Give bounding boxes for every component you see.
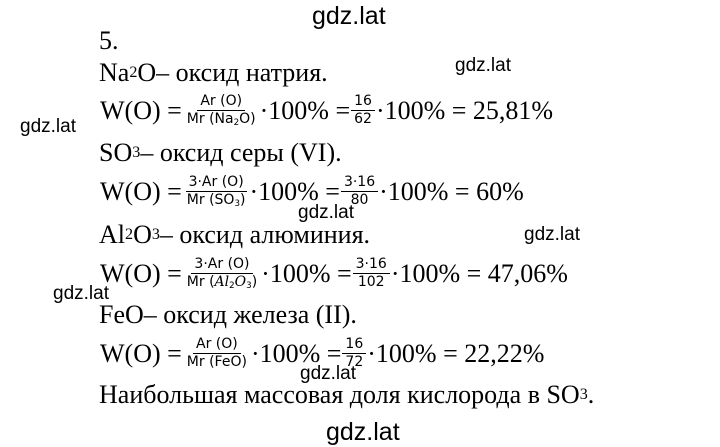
fraction: $\frac{Ar (O)}{\text{Mr (FeO)}}$ — [186, 336, 247, 370]
watermark: gdz.lat — [298, 202, 354, 223]
fraction: $\frac{3\cdot Ar (O)}{Mr (SO_3)}$ — [186, 174, 246, 210]
fraction: $\frac{3\cdot 16}{102}$ — [353, 256, 390, 291]
oxide-heading-na2o: Na 2 O – оксид натрия. — [99, 58, 328, 87]
watermark: gdz.lat — [312, 2, 386, 30]
fraction: $\frac{Ar (O)}{Mr (Na_2O)}$ — [186, 93, 256, 129]
calc-line-feo: W(O) = $\frac{Ar (O)}{\text{Mr (FeO)}}$ ·100% = $\frac{16}{72}$ ·100% = 22,22% — [100, 336, 545, 370]
watermark: gdz.lat — [300, 363, 356, 384]
oxide-heading-so3: SO 3 – оксид серы (VI). — [99, 138, 342, 167]
watermark: gdz.lat — [53, 283, 109, 304]
fraction: $\frac{3\cdot 16}{80}$ — [341, 174, 378, 209]
task-number: 5. — [99, 26, 119, 55]
fraction: $\frac{3\cdot Ar (O)}{Mr (Al_2O_3)}$ — [186, 256, 258, 292]
oxide-heading-al2o3: Al 2 O 3 – оксид алюминия. — [99, 220, 371, 249]
watermark: gdz.lat — [20, 116, 76, 137]
fraction: $\frac{16}{72}$ — [342, 336, 366, 371]
calc-line-al2o3: W(O) = $\frac{3\cdot Ar (O)}{Mr (Al_2O_3)}$ ·100% = $\frac{3\cdot 16}{102}$ ·100% = 47,06% — [100, 256, 568, 292]
watermark: gdz.lat — [524, 224, 580, 245]
watermark: gdz.lat — [455, 55, 511, 76]
oxide-heading-feo: FeO – оксид железа (II). — [99, 300, 357, 329]
calc-line-na2o: W(O) = $\frac{Ar (O)}{Mr (Na_2O)}$ ·100% = $\frac{16}{62}$ ·100% = 25,81% — [100, 93, 554, 129]
watermark: gdz.lat — [326, 418, 400, 446]
conclusion: Наибольшая массовая доля кислорода в SO 3 . — [99, 380, 595, 409]
fraction: $\frac{16}{62}$ — [351, 93, 375, 128]
calc-line-so3: W(O) = $\frac{3\cdot Ar (O)}{Mr (SO_3)}$ ·100% = $\frac{3\cdot 16}{80}$ ·100% = 60% — [100, 174, 524, 210]
